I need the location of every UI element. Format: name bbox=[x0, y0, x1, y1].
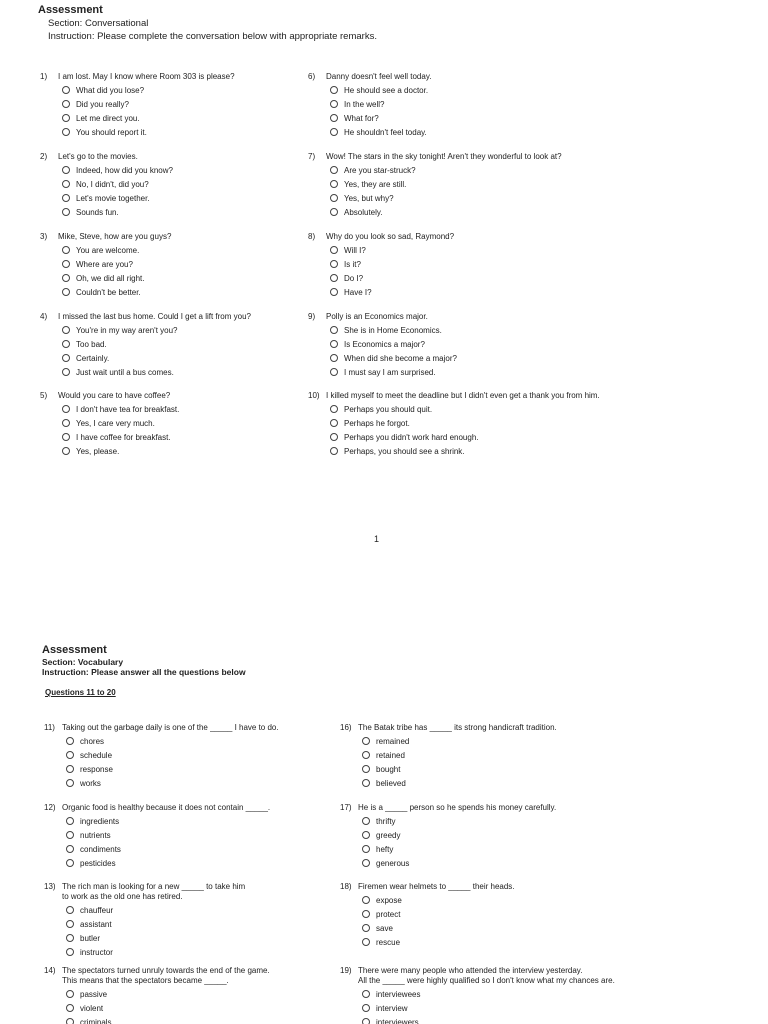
answer-option[interactable] bbox=[308, 430, 638, 444]
question-number: 3) bbox=[40, 232, 48, 241]
radio-button[interactable] bbox=[362, 910, 370, 918]
answer-option-label: Is Economics a major? bbox=[344, 339, 425, 349]
answer-option[interactable] bbox=[308, 205, 638, 219]
answer-option-label: pesticides bbox=[80, 858, 116, 868]
question-number: 18) bbox=[340, 882, 352, 891]
answer-option-label: Will I? bbox=[344, 245, 366, 255]
answer-option-label: interviewees bbox=[376, 989, 421, 999]
question-text-continued: All the _____ were highly qualified so I don't know what my chances are. bbox=[358, 976, 615, 985]
radio-button[interactable] bbox=[66, 831, 74, 839]
radio-button[interactable] bbox=[330, 433, 338, 441]
radio-button[interactable] bbox=[362, 990, 370, 998]
radio-button[interactable] bbox=[66, 765, 74, 773]
answer-option-label: Let me direct you. bbox=[76, 113, 140, 123]
radio-button[interactable] bbox=[62, 128, 70, 136]
answer-option-label: response bbox=[80, 764, 113, 774]
answer-option-label: ingredients bbox=[80, 816, 120, 826]
answer-option-label: I have coffee for breakfast. bbox=[76, 432, 171, 442]
radio-button[interactable] bbox=[66, 751, 74, 759]
answer-option-label: He should see a doctor. bbox=[344, 85, 429, 95]
radio-button[interactable] bbox=[330, 208, 338, 216]
answer-option-label: save bbox=[376, 923, 393, 933]
answer-option-label: What did you lose? bbox=[76, 85, 145, 95]
answer-option-label: chauffeur bbox=[80, 905, 114, 915]
answer-option-label: Certainly. bbox=[76, 353, 110, 363]
answer-option-label: Perhaps you should quit. bbox=[344, 404, 433, 414]
question-block bbox=[340, 880, 670, 949]
answer-option[interactable] bbox=[308, 97, 638, 111]
answer-option[interactable] bbox=[340, 856, 670, 870]
radio-button[interactable] bbox=[362, 845, 370, 853]
answer-option-label: When did she become a major? bbox=[344, 353, 457, 363]
question-stem bbox=[308, 150, 638, 163]
question-stem bbox=[308, 389, 638, 402]
question-text: Wow! The stars in the sky tonight! Aren't they wonderful to look at? bbox=[326, 152, 562, 161]
radio-button[interactable] bbox=[62, 100, 70, 108]
answer-option-label: butler bbox=[80, 933, 101, 943]
radio-button[interactable] bbox=[330, 354, 338, 362]
question-block bbox=[340, 801, 670, 870]
radio-button[interactable] bbox=[362, 831, 370, 839]
answer-option-label: Yes, please. bbox=[76, 446, 120, 456]
answer-option-label: Yes, I care very much. bbox=[76, 418, 155, 428]
question-text: Organic food is healthy because it does not contain _____. bbox=[62, 803, 271, 812]
radio-button[interactable] bbox=[330, 405, 338, 413]
radio-button[interactable] bbox=[62, 405, 70, 413]
answer-option-label: thrifty bbox=[376, 816, 396, 826]
radio-button[interactable] bbox=[330, 246, 338, 254]
radio-button[interactable] bbox=[330, 274, 338, 282]
answer-option[interactable] bbox=[44, 776, 374, 790]
answer-option-label: passive bbox=[80, 989, 108, 999]
answer-option[interactable] bbox=[340, 814, 670, 828]
answer-option[interactable] bbox=[44, 917, 374, 931]
question-number: 19) bbox=[340, 966, 352, 975]
radio-button[interactable] bbox=[330, 260, 338, 268]
radio-button[interactable] bbox=[66, 920, 74, 928]
question-block bbox=[44, 880, 374, 959]
question-block bbox=[308, 230, 638, 299]
question-block bbox=[308, 310, 638, 379]
answer-option[interactable] bbox=[340, 1001, 670, 1015]
question-text: Why do you look so sad, Raymond? bbox=[326, 232, 455, 241]
question-number: 14) bbox=[44, 966, 56, 975]
question-text: There were many people who attended the interview yesterday. bbox=[358, 966, 583, 975]
question-text: Polly is an Economics major. bbox=[326, 312, 428, 321]
answer-option[interactable] bbox=[308, 285, 638, 299]
radio-button[interactable] bbox=[66, 990, 74, 998]
question-number: 17) bbox=[340, 803, 352, 812]
answer-option[interactable] bbox=[308, 444, 638, 458]
answer-option[interactable] bbox=[308, 402, 638, 416]
radio-button[interactable] bbox=[66, 845, 74, 853]
answer-option[interactable] bbox=[308, 177, 638, 191]
answer-option[interactable] bbox=[44, 903, 374, 917]
answer-option-label: You should report it. bbox=[76, 127, 147, 137]
answer-option-label: Do I? bbox=[344, 273, 364, 283]
answer-option-label: Couldn't be better. bbox=[76, 287, 141, 297]
answer-option-label: Have I? bbox=[344, 287, 372, 297]
section-label: Section: Conversational bbox=[48, 18, 149, 29]
answer-option[interactable] bbox=[308, 163, 638, 177]
question-text: The rich man is looking for a new _____ to take him bbox=[62, 882, 246, 891]
radio-button[interactable] bbox=[362, 924, 370, 932]
answer-option[interactable] bbox=[308, 83, 638, 97]
question-number: 1) bbox=[40, 72, 48, 81]
answer-option-label: You're in my way aren't you? bbox=[76, 325, 178, 335]
radio-button[interactable] bbox=[62, 433, 70, 441]
answer-option[interactable] bbox=[44, 1001, 374, 1015]
answer-option[interactable] bbox=[340, 1015, 670, 1024]
answer-option-label: expose bbox=[376, 895, 402, 905]
answer-option-label: Absolutely. bbox=[344, 207, 383, 217]
question-number: 6) bbox=[308, 72, 316, 81]
answer-option[interactable] bbox=[44, 748, 374, 762]
radio-button[interactable] bbox=[66, 859, 74, 867]
answer-option-label: Perhaps, you should see a shrink. bbox=[344, 446, 465, 456]
answer-option-label: Did you really? bbox=[76, 99, 129, 109]
answer-option-label: Are you star-struck? bbox=[344, 165, 416, 175]
question-number: 7) bbox=[308, 152, 316, 161]
answer-option-label: works bbox=[80, 778, 101, 788]
radio-button[interactable] bbox=[330, 128, 338, 136]
question-text-continued: This means that the spectators became _____. bbox=[62, 976, 229, 985]
radio-button[interactable] bbox=[362, 751, 370, 759]
answer-option-label: She is in Home Economics. bbox=[344, 325, 442, 335]
questions-range-link[interactable]: Questions 11 to 20 bbox=[45, 688, 116, 697]
answer-option-label: condiments bbox=[80, 844, 121, 854]
radio-button[interactable] bbox=[62, 368, 70, 376]
page-title: Assessment bbox=[42, 644, 107, 656]
answer-option[interactable] bbox=[44, 734, 374, 748]
question-number: 16) bbox=[340, 723, 352, 732]
radio-button[interactable] bbox=[62, 340, 70, 348]
radio-button[interactable] bbox=[66, 948, 74, 956]
radio-button[interactable] bbox=[62, 274, 70, 282]
radio-button[interactable] bbox=[362, 1004, 370, 1012]
radio-button[interactable] bbox=[330, 368, 338, 376]
question-text: Danny doesn't feel well today. bbox=[326, 72, 432, 81]
answer-option[interactable] bbox=[308, 243, 638, 257]
answer-option[interactable] bbox=[340, 987, 670, 1001]
answer-option-label: Perhaps he forgot. bbox=[344, 418, 410, 428]
radio-button[interactable] bbox=[62, 419, 70, 427]
question-text: The spectators turned unruly towards the end of the game. bbox=[62, 966, 270, 975]
answer-option-label: interviewers bbox=[376, 1017, 419, 1024]
radio-button[interactable] bbox=[362, 1018, 370, 1024]
answer-option-label: Where are you? bbox=[76, 259, 133, 269]
page-two bbox=[0, 636, 768, 1024]
question-text: Firemen wear helmets to _____ their heads. bbox=[358, 882, 515, 891]
answer-option[interactable] bbox=[44, 814, 374, 828]
answer-option-label: Oh, we did all right. bbox=[76, 273, 145, 283]
answer-option[interactable] bbox=[308, 125, 638, 139]
answer-option-label: protect bbox=[376, 909, 401, 919]
radio-button[interactable] bbox=[66, 934, 74, 942]
radio-button[interactable] bbox=[330, 166, 338, 174]
page-number: 1 bbox=[374, 534, 380, 544]
radio-button[interactable] bbox=[62, 194, 70, 202]
question-stem bbox=[44, 721, 374, 734]
question-text: Mike, Steve, how are you guys? bbox=[58, 232, 172, 241]
question-number: 13) bbox=[44, 882, 56, 891]
radio-button[interactable] bbox=[362, 896, 370, 904]
question-number: 2) bbox=[40, 152, 48, 161]
radio-button[interactable] bbox=[66, 817, 74, 825]
question-text: Taking out the garbage daily is one of the _____ I have to do. bbox=[62, 723, 279, 732]
answer-option-label: I don't have tea for breakfast. bbox=[76, 404, 180, 414]
answer-option[interactable] bbox=[340, 828, 670, 842]
answer-option-label: In the well? bbox=[344, 99, 385, 109]
answer-option-label: believed bbox=[376, 778, 406, 788]
answer-option[interactable] bbox=[44, 945, 374, 959]
page-title: Assessment bbox=[38, 4, 103, 16]
question-block bbox=[44, 801, 374, 870]
answer-option-label: Too bad. bbox=[76, 339, 107, 349]
question-stem bbox=[340, 721, 670, 734]
answer-option[interactable] bbox=[44, 987, 374, 1001]
question-number: 10) bbox=[308, 391, 320, 400]
radio-button[interactable] bbox=[330, 326, 338, 334]
question-text: The Batak tribe has _____ its strong handicraft tradition. bbox=[358, 723, 557, 732]
question-block bbox=[340, 964, 670, 1024]
answer-option-label: Just wait until a bus comes. bbox=[76, 367, 174, 377]
radio-button[interactable] bbox=[62, 86, 70, 94]
answer-option[interactable] bbox=[44, 842, 374, 856]
answer-option-label: nutrients bbox=[80, 830, 111, 840]
answer-option-label: Indeed, how did you know? bbox=[76, 165, 173, 175]
answer-option-label: hefty bbox=[376, 844, 394, 854]
question-stem bbox=[340, 880, 670, 893]
radio-button[interactable] bbox=[62, 180, 70, 188]
answer-option-label: violent bbox=[80, 1003, 104, 1013]
question-block bbox=[308, 70, 638, 139]
radio-button[interactable] bbox=[330, 86, 338, 94]
answer-option-label: instructor bbox=[80, 947, 113, 957]
answer-option-label: I must say I am surprised. bbox=[344, 367, 436, 377]
question-block bbox=[308, 150, 638, 219]
question-text-continued: to work as the old one has retired. bbox=[62, 892, 183, 901]
answer-option-label: generous bbox=[376, 858, 410, 868]
answer-option[interactable] bbox=[44, 856, 374, 870]
question-text: Let's go to the movies. bbox=[58, 152, 138, 161]
question-number: 12) bbox=[44, 803, 56, 812]
radio-button[interactable] bbox=[362, 938, 370, 946]
answer-option-label: Sounds fun. bbox=[76, 207, 119, 217]
radio-button[interactable] bbox=[66, 779, 74, 787]
answer-option[interactable] bbox=[308, 337, 638, 351]
radio-button[interactable] bbox=[362, 737, 370, 745]
question-text: I am lost. May I know where Room 303 is please? bbox=[58, 72, 235, 81]
answer-option-label: greedy bbox=[376, 830, 401, 840]
answer-option[interactable] bbox=[340, 935, 670, 949]
radio-button[interactable] bbox=[330, 447, 338, 455]
answer-option-label: assistant bbox=[80, 919, 112, 929]
answer-option-label: He shouldn't feel today. bbox=[344, 127, 427, 137]
answer-option[interactable] bbox=[340, 842, 670, 856]
answer-option-label: Yes, they are still. bbox=[344, 179, 407, 189]
instruction-text: Instruction: Please answer all the questions below bbox=[42, 667, 246, 677]
question-block bbox=[308, 389, 638, 458]
answer-option[interactable] bbox=[308, 257, 638, 271]
question-number: 11) bbox=[44, 723, 55, 732]
question-stem bbox=[44, 801, 374, 814]
question-block bbox=[340, 721, 670, 790]
question-stem bbox=[308, 310, 638, 323]
answer-option[interactable] bbox=[340, 893, 670, 907]
answer-option[interactable] bbox=[340, 921, 670, 935]
radio-button[interactable] bbox=[62, 208, 70, 216]
answer-option[interactable] bbox=[44, 828, 374, 842]
question-number: 9) bbox=[308, 312, 316, 321]
answer-option-label: rescue bbox=[376, 937, 401, 947]
radio-button[interactable] bbox=[62, 166, 70, 174]
question-text: He is a _____ person so he spends his money carefully. bbox=[358, 803, 557, 812]
question-text: I killed myself to meet the deadline but I didn't even get a thank you from him. bbox=[326, 391, 600, 400]
answer-option[interactable] bbox=[308, 111, 638, 125]
question-text: Would you care to have coffee? bbox=[58, 391, 171, 400]
radio-button[interactable] bbox=[330, 180, 338, 188]
radio-button[interactable] bbox=[66, 906, 74, 914]
answer-option[interactable] bbox=[44, 762, 374, 776]
radio-button[interactable] bbox=[362, 859, 370, 867]
answer-option-label: bought bbox=[376, 764, 401, 774]
answer-option-label: remained bbox=[376, 736, 410, 746]
answer-option-label: chores bbox=[80, 736, 105, 746]
section-label: Section: Vocabulary bbox=[42, 657, 124, 667]
answer-option-label: Yes, but why? bbox=[344, 193, 394, 203]
answer-option[interactable] bbox=[44, 931, 374, 945]
question-stem bbox=[340, 801, 670, 814]
answer-option-label: What for? bbox=[344, 113, 379, 123]
question-stem bbox=[308, 70, 638, 83]
radio-button[interactable] bbox=[362, 779, 370, 787]
radio-button[interactable] bbox=[330, 100, 338, 108]
answer-option[interactable] bbox=[340, 776, 670, 790]
answer-option-label: retained bbox=[376, 750, 405, 760]
answer-option-label: interview bbox=[376, 1003, 408, 1013]
radio-button[interactable] bbox=[62, 288, 70, 296]
radio-button[interactable] bbox=[330, 288, 338, 296]
radio-button[interactable] bbox=[62, 326, 70, 334]
answer-option[interactable] bbox=[308, 191, 638, 205]
answer-option[interactable] bbox=[308, 271, 638, 285]
radio-button[interactable] bbox=[330, 340, 338, 348]
radio-button[interactable] bbox=[362, 817, 370, 825]
question-block bbox=[44, 964, 374, 1024]
answer-option[interactable] bbox=[340, 762, 670, 776]
answer-option[interactable] bbox=[340, 907, 670, 921]
instruction-text: Instruction: Please complete the conversation below with appropriate remarks. bbox=[48, 31, 377, 42]
answer-option[interactable] bbox=[44, 1015, 374, 1024]
radio-button[interactable] bbox=[66, 1018, 74, 1024]
radio-button[interactable] bbox=[330, 419, 338, 427]
radio-button[interactable] bbox=[62, 447, 70, 455]
answer-option[interactable] bbox=[308, 365, 638, 379]
answer-option[interactable] bbox=[308, 351, 638, 365]
radio-button[interactable] bbox=[362, 765, 370, 773]
answer-option-label: No, I didn't, did you? bbox=[76, 179, 149, 189]
question-number: 5) bbox=[40, 391, 48, 400]
radio-button[interactable] bbox=[62, 246, 70, 254]
answer-option[interactable] bbox=[340, 734, 670, 748]
question-number: 4) bbox=[40, 312, 48, 321]
radio-button[interactable] bbox=[62, 354, 70, 362]
answer-option-label: You are welcome. bbox=[76, 245, 140, 255]
radio-button[interactable] bbox=[62, 114, 70, 122]
question-stem bbox=[308, 230, 638, 243]
answer-option-label: schedule bbox=[80, 750, 113, 760]
answer-option[interactable] bbox=[308, 323, 638, 337]
answer-option[interactable] bbox=[340, 748, 670, 762]
radio-button[interactable] bbox=[62, 260, 70, 268]
question-block bbox=[44, 721, 374, 790]
question-text: I missed the last bus home. Could I get a lift from you? bbox=[58, 312, 251, 321]
radio-button[interactable] bbox=[66, 737, 74, 745]
answer-option-label: criminals bbox=[80, 1017, 112, 1024]
answer-option[interactable] bbox=[308, 416, 638, 430]
question-number: 8) bbox=[308, 232, 316, 241]
radio-button[interactable] bbox=[330, 114, 338, 122]
radio-button[interactable] bbox=[330, 194, 338, 202]
radio-button[interactable] bbox=[66, 1004, 74, 1012]
answer-option-label: Perhaps you didn't work hard enough. bbox=[344, 432, 479, 442]
answer-option-label: Let's movie together. bbox=[76, 193, 150, 203]
answer-option-label: Is it? bbox=[344, 259, 361, 269]
